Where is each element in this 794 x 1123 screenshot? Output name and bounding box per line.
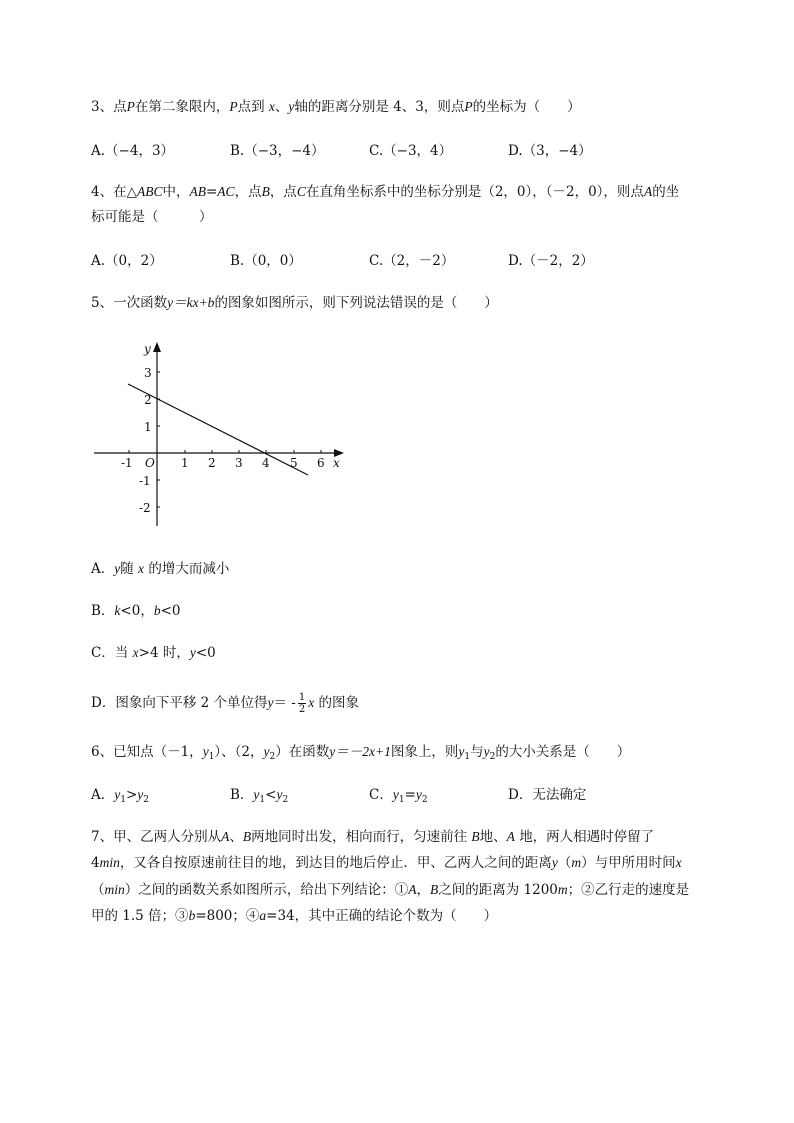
text: 的图象 xyxy=(318,695,360,711)
q5-option-d xyxy=(91,692,359,715)
y-tick-label: 3 xyxy=(144,366,152,380)
var-B: B xyxy=(242,829,252,844)
text: A． xyxy=(91,787,115,803)
y-tick-label: -2 xyxy=(139,501,151,515)
var-P: P xyxy=(126,99,135,114)
relation: > xyxy=(125,787,138,803)
unit-min: min xyxy=(99,855,120,870)
subscript: 2 xyxy=(269,752,276,762)
text: 点到 xyxy=(237,99,265,115)
q5-stem xyxy=(91,293,498,313)
text: 的大小关系是（ ） xyxy=(495,744,631,760)
var-A: A xyxy=(408,882,417,897)
var-y: y xyxy=(114,787,121,802)
var-y: y xyxy=(483,744,490,759)
q3-option-d: D.（3，−4） xyxy=(508,143,592,159)
text: 5、一次函数 xyxy=(91,295,168,311)
q5-function-graph xyxy=(88,336,358,532)
q4-stem-line2: 标可能是（ ） xyxy=(91,209,213,225)
relation: < xyxy=(265,787,277,803)
text: 的增大而减小 xyxy=(148,561,230,577)
subscript: 1 xyxy=(120,795,126,805)
var-y: y xyxy=(415,787,422,802)
text: 随 xyxy=(120,561,134,577)
text: 之间的距离为 1200 xyxy=(438,882,558,898)
q5-option-b xyxy=(91,601,180,621)
subscript: 1 xyxy=(464,752,471,762)
q7-stem-line3 xyxy=(91,880,689,900)
text: A． xyxy=(91,561,115,577)
var-C: C xyxy=(296,184,306,199)
var-B: B xyxy=(261,184,270,199)
text: ）与甲所用时间 xyxy=(581,855,676,871)
var-AC: AC xyxy=(217,184,235,199)
text: ，又各自按原速前往目的地，到达目的地后停止．甲、乙两人之间的距离 xyxy=(119,855,552,871)
text: 在直角坐标系中的坐标分别是（2，0），（－2，0），则点 xyxy=(305,184,644,200)
var-x: x xyxy=(132,645,139,660)
q6-option-d: D．无法确定 xyxy=(508,787,587,803)
var-y: y xyxy=(253,787,260,802)
x-tick-label: 4 xyxy=(262,456,270,470)
subscript: 2 xyxy=(143,795,150,805)
var-B: B xyxy=(471,829,480,844)
var-y: y xyxy=(288,99,295,114)
var-A: A xyxy=(506,829,515,844)
y-axis-label: y xyxy=(144,342,151,356)
text: =34，其中正确的结论个数为（ ） xyxy=(266,908,498,924)
text: 3、点 xyxy=(91,99,127,115)
q3-option-c: C.（−3，4） xyxy=(369,143,453,159)
relation: = xyxy=(404,787,416,803)
q7-stem-line4 xyxy=(91,906,497,926)
q7-stem-line1 xyxy=(91,827,654,847)
text: = xyxy=(205,184,218,200)
text: 的坐标为（ ） xyxy=(472,99,581,115)
text: 、 xyxy=(229,829,243,845)
text: 与 xyxy=(470,744,484,760)
text: 中， xyxy=(162,184,190,200)
text: ， xyxy=(416,882,430,898)
var-y: y xyxy=(267,695,274,710)
q6-option-a xyxy=(91,785,149,810)
text: 6、已知点（－1， xyxy=(91,744,203,760)
text: 4、在△ xyxy=(91,184,137,200)
fraction xyxy=(298,692,306,715)
text: B． xyxy=(91,603,115,619)
text: 甲的 1.5 倍；③ xyxy=(91,908,189,924)
var-AB: AB xyxy=(189,184,206,199)
text: B． xyxy=(230,787,254,803)
var-P: P xyxy=(229,99,238,114)
text: C．当 xyxy=(91,645,129,661)
var-x: x xyxy=(308,695,315,710)
q4-stem-line1 xyxy=(91,182,679,202)
y-tick-label: 1 xyxy=(144,420,152,434)
y-tick-label: -1 xyxy=(139,474,151,488)
q6-option-c xyxy=(369,785,428,810)
q4-option-b: B.（0，0） xyxy=(230,253,302,269)
var-A: A xyxy=(221,829,230,844)
text: 、 xyxy=(274,99,289,115)
var-B: B xyxy=(430,882,439,897)
text: 地、 xyxy=(479,829,507,845)
var-b: b xyxy=(188,908,196,923)
var-y: y xyxy=(458,744,465,759)
x-tick-label: 1 xyxy=(181,456,189,470)
var-y: y xyxy=(114,561,121,576)
q4-option-d: D.（－2，2） xyxy=(508,253,594,269)
denominator: 2 xyxy=(298,704,306,715)
var-y: y xyxy=(137,787,144,802)
unit-m: m xyxy=(557,882,568,897)
subscript: 1 xyxy=(398,795,405,805)
x-tick-label: 3 xyxy=(235,456,243,470)
var-y: y xyxy=(392,787,399,802)
text: 地，两人相遇时停留了 xyxy=(519,829,655,845)
function-line xyxy=(128,384,308,475)
text: 7、甲、乙两人分别从 xyxy=(91,829,222,845)
function-expression: y＝－2x+1 xyxy=(329,744,391,759)
subscript: 1 xyxy=(208,752,215,762)
q3-option-b: B.（−3，−4） xyxy=(230,143,325,159)
text: <0 xyxy=(160,603,181,619)
text: ＝ - xyxy=(273,695,296,711)
var-a: a xyxy=(259,908,267,923)
var-y: y xyxy=(551,855,558,870)
text: 的坐 xyxy=(652,184,680,200)
var-x: x xyxy=(675,855,682,870)
text: 图象上，则 xyxy=(390,744,459,760)
text: 的图象如图所示，则下列说法错误的是（ ） xyxy=(214,295,498,311)
subscript: 1 xyxy=(259,795,266,805)
var-y: y xyxy=(263,744,270,759)
x-tick-label: 5 xyxy=(290,456,298,470)
var-b: b xyxy=(153,603,161,618)
x-tick-label: -1 xyxy=(121,456,133,470)
var-y: y xyxy=(202,744,209,759)
unit-min: min xyxy=(104,882,125,897)
q6-option-b xyxy=(230,785,288,810)
var-ABC: ABC xyxy=(136,184,163,199)
text: =800；④ xyxy=(195,908,260,924)
text: D．图象向下平移 2 个单位得 xyxy=(91,695,268,711)
text: 轴的距离分别是 4、3，则点 xyxy=(294,99,465,115)
q3-stem xyxy=(91,97,581,117)
var-k: k xyxy=(114,603,121,618)
text: C． xyxy=(369,787,393,803)
y-tick-label: 2 xyxy=(144,393,152,407)
text: 4 xyxy=(91,855,100,871)
var-x: x xyxy=(268,99,275,114)
var-A: A xyxy=(643,184,653,199)
q3-option-a: A.（−4，3） xyxy=(91,143,175,159)
q4-option-a: A.（0，2） xyxy=(91,253,163,269)
subscript: 2 xyxy=(489,752,496,762)
function-expression: y＝kx+b xyxy=(167,295,215,310)
var-x: x xyxy=(138,561,145,576)
text: （ xyxy=(91,882,105,898)
subscript: 2 xyxy=(421,795,428,805)
q4-option-c: C.（2，－2） xyxy=(369,253,455,269)
var-y: y xyxy=(189,645,196,660)
q5-option-c xyxy=(91,643,216,663)
text: （ xyxy=(557,855,572,871)
text: ）在函数 xyxy=(275,744,330,760)
text: <0， xyxy=(120,603,154,619)
text: 两地同时出发，相向而行，匀速前往 xyxy=(251,829,468,845)
text: ，点 xyxy=(269,184,297,200)
x-tick-label: 6 xyxy=(317,456,325,470)
q5-option-a xyxy=(91,559,229,579)
origin-label: O xyxy=(145,456,155,470)
y-axis-arrow xyxy=(153,342,161,352)
x-tick-label: 2 xyxy=(208,456,216,470)
q7-stem-line2 xyxy=(91,853,682,873)
text: ；②乙行走的速度是 xyxy=(567,882,690,898)
text: ）之间的函数关系如图所示，给出下列结论：① xyxy=(124,882,409,898)
unit-m: m xyxy=(571,855,582,870)
x-axis-label: x xyxy=(333,456,340,470)
text: >4 时， xyxy=(138,645,190,661)
text: <0 xyxy=(195,645,216,661)
text: ，点 xyxy=(234,184,262,200)
var-y: y xyxy=(276,787,283,802)
q6-stem xyxy=(91,742,630,767)
numerator: 1 xyxy=(298,692,306,703)
text: ）、（2， xyxy=(214,744,264,760)
var-P: P xyxy=(464,99,473,114)
text: 在第二象限内， xyxy=(134,99,230,115)
subscript: 2 xyxy=(282,795,289,805)
